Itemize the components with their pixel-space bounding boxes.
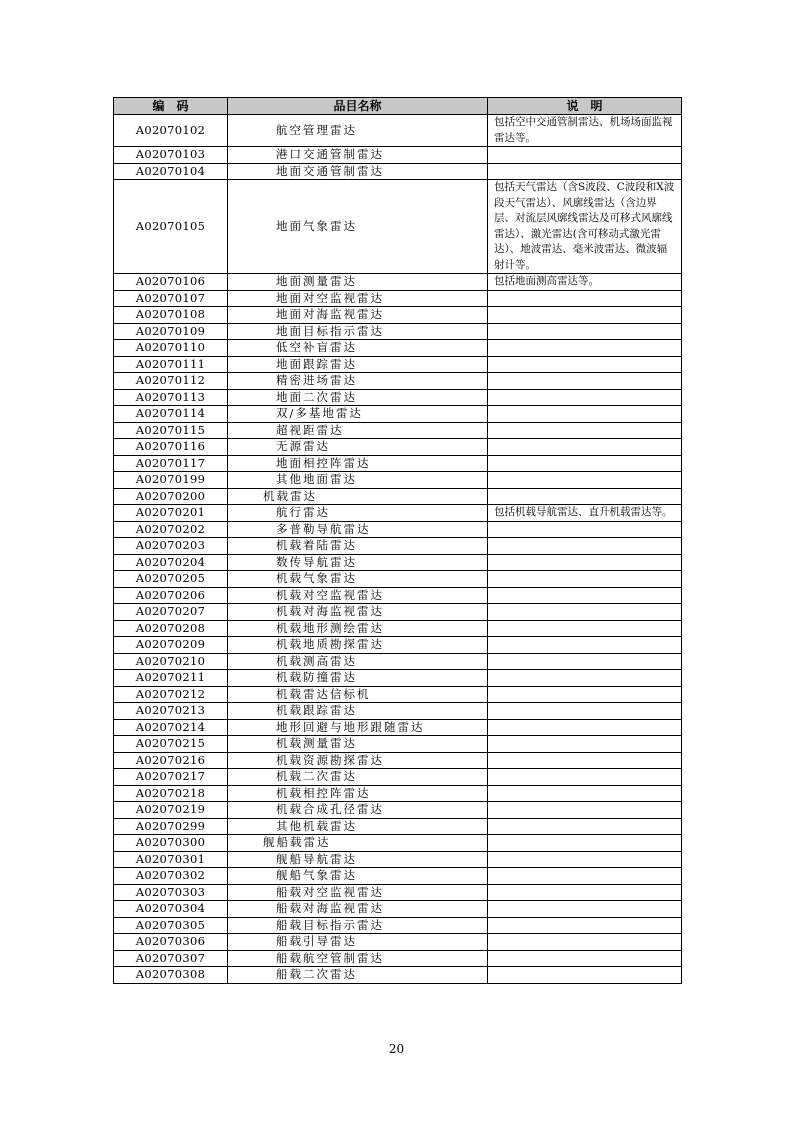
item-code: A02070200 bbox=[114, 488, 228, 505]
item-description: 包括机载导航雷达、直升机载雷达等。 bbox=[488, 505, 682, 522]
table-row bbox=[114, 455, 682, 472]
item-code: A02070302 bbox=[114, 868, 228, 885]
item-code: A02070308 bbox=[114, 967, 228, 984]
item-description bbox=[488, 554, 682, 571]
item-code: A02070109 bbox=[114, 323, 228, 340]
item-description bbox=[488, 587, 682, 604]
item-name: 机载二次雷达 bbox=[228, 769, 488, 786]
table-row bbox=[114, 917, 682, 934]
item-code: A02070104 bbox=[114, 163, 228, 180]
item-name: 机载合成孔径雷达 bbox=[228, 802, 488, 819]
item-code: A02070201 bbox=[114, 505, 228, 522]
table-body bbox=[114, 115, 682, 984]
item-description bbox=[488, 389, 682, 406]
table-row bbox=[114, 620, 682, 637]
item-description bbox=[488, 835, 682, 852]
table-row bbox=[114, 637, 682, 654]
item-code: A02070112 bbox=[114, 373, 228, 390]
header-description: 说 明 bbox=[488, 98, 682, 115]
item-code: A02070205 bbox=[114, 571, 228, 588]
table-row bbox=[114, 340, 682, 357]
table-row bbox=[114, 147, 682, 164]
page-number: 20 bbox=[388, 1042, 405, 1056]
item-name: 地面目标指示雷达 bbox=[228, 323, 488, 340]
table-row bbox=[114, 505, 682, 522]
item-name: 低空补盲雷达 bbox=[228, 340, 488, 357]
item-code: A02070301 bbox=[114, 851, 228, 868]
item-code: A02070117 bbox=[114, 455, 228, 472]
item-description bbox=[488, 917, 682, 934]
item-name: 机载气象雷达 bbox=[228, 571, 488, 588]
item-name: 地面跟踪雷达 bbox=[228, 356, 488, 373]
item-code: A02070202 bbox=[114, 521, 228, 538]
table-row bbox=[114, 587, 682, 604]
table-row bbox=[114, 967, 682, 984]
table-row bbox=[114, 604, 682, 621]
item-name: 船载目标指示雷达 bbox=[228, 917, 488, 934]
item-name: 精密进场雷达 bbox=[228, 373, 488, 390]
table-row bbox=[114, 180, 682, 274]
item-code: A02070106 bbox=[114, 274, 228, 291]
item-description: 包括空中交通管制雷达、机场场面监视雷达等。 bbox=[488, 115, 682, 147]
item-name: 地面对空监视雷达 bbox=[228, 290, 488, 307]
table-row bbox=[114, 356, 682, 373]
item-description bbox=[488, 406, 682, 423]
table-row bbox=[114, 488, 682, 505]
item-description bbox=[488, 323, 682, 340]
item-name: 机载对空监视雷达 bbox=[228, 587, 488, 604]
item-name: 机载对海监视雷达 bbox=[228, 604, 488, 621]
item-description bbox=[488, 868, 682, 885]
item-code: A02070219 bbox=[114, 802, 228, 819]
table-row bbox=[114, 703, 682, 720]
item-description bbox=[488, 307, 682, 324]
item-description bbox=[488, 571, 682, 588]
item-description bbox=[488, 901, 682, 918]
item-description bbox=[488, 950, 682, 967]
item-description bbox=[488, 290, 682, 307]
item-name: 机载测量雷达 bbox=[228, 736, 488, 753]
table-row bbox=[114, 323, 682, 340]
item-name: 机载跟踪雷达 bbox=[228, 703, 488, 720]
item-name: 无源雷达 bbox=[228, 439, 488, 456]
item-description bbox=[488, 472, 682, 489]
item-code: A02070105 bbox=[114, 180, 228, 274]
item-code: A02070304 bbox=[114, 901, 228, 918]
item-code: A02070103 bbox=[114, 147, 228, 164]
item-description bbox=[488, 884, 682, 901]
item-code: A02070207 bbox=[114, 604, 228, 621]
item-name: 机载防撞雷达 bbox=[228, 670, 488, 687]
item-name: 多普勒导航雷达 bbox=[228, 521, 488, 538]
item-description bbox=[488, 455, 682, 472]
item-name: 机载着陆雷达 bbox=[228, 538, 488, 555]
item-name: 船载对空监视雷达 bbox=[228, 884, 488, 901]
item-code: A02070307 bbox=[114, 950, 228, 967]
table-row bbox=[114, 389, 682, 406]
item-code: A02070215 bbox=[114, 736, 228, 753]
item-code: A02070199 bbox=[114, 472, 228, 489]
item-description bbox=[488, 818, 682, 835]
item-description bbox=[488, 521, 682, 538]
table-row bbox=[114, 422, 682, 439]
item-name: 地面二次雷达 bbox=[228, 389, 488, 406]
catalog-table bbox=[113, 97, 682, 984]
table-row bbox=[114, 950, 682, 967]
item-code: A02070217 bbox=[114, 769, 228, 786]
item-name: 其他地面雷达 bbox=[228, 472, 488, 489]
item-description bbox=[488, 686, 682, 703]
table-header bbox=[114, 98, 682, 115]
item-description bbox=[488, 736, 682, 753]
item-description bbox=[488, 785, 682, 802]
item-name: 船载对海监视雷达 bbox=[228, 901, 488, 918]
item-name: 航空管理雷达 bbox=[228, 115, 488, 147]
table-row bbox=[114, 290, 682, 307]
item-code: A02070303 bbox=[114, 884, 228, 901]
table-row bbox=[114, 769, 682, 786]
item-name: 双/多基地雷达 bbox=[228, 406, 488, 423]
item-description: 包括地面测高雷达等。 bbox=[488, 274, 682, 291]
item-description bbox=[488, 604, 682, 621]
table-row bbox=[114, 736, 682, 753]
item-code: A02070209 bbox=[114, 637, 228, 654]
item-code: A02070115 bbox=[114, 422, 228, 439]
table-row bbox=[114, 719, 682, 736]
item-description bbox=[488, 967, 682, 984]
table-row bbox=[114, 670, 682, 687]
item-description bbox=[488, 752, 682, 769]
item-code: A02070111 bbox=[114, 356, 228, 373]
item-name: 机载资源勘探雷达 bbox=[228, 752, 488, 769]
item-description bbox=[488, 653, 682, 670]
item-description bbox=[488, 802, 682, 819]
item-code: A02070212 bbox=[114, 686, 228, 703]
item-name: 地面测量雷达 bbox=[228, 274, 488, 291]
item-description bbox=[488, 637, 682, 654]
item-description bbox=[488, 488, 682, 505]
item-code: A02070113 bbox=[114, 389, 228, 406]
table-row bbox=[114, 818, 682, 835]
item-code: A02070211 bbox=[114, 670, 228, 687]
item-name: 港口交通管制雷达 bbox=[228, 147, 488, 164]
table-row bbox=[114, 554, 682, 571]
table-row bbox=[114, 274, 682, 291]
item-code: A02070216 bbox=[114, 752, 228, 769]
item-description bbox=[488, 356, 682, 373]
item-name: 地面对海监视雷达 bbox=[228, 307, 488, 324]
table-row bbox=[114, 163, 682, 180]
table-row bbox=[114, 934, 682, 951]
item-code: A02070210 bbox=[114, 653, 228, 670]
header-row bbox=[114, 98, 682, 115]
table-row bbox=[114, 901, 682, 918]
item-description bbox=[488, 620, 682, 637]
item-name: 地形回避与地形跟随雷达 bbox=[228, 719, 488, 736]
item-name: 数传导航雷达 bbox=[228, 554, 488, 571]
item-description bbox=[488, 851, 682, 868]
header-code: 编 码 bbox=[114, 98, 228, 115]
item-description bbox=[488, 340, 682, 357]
item-name: 地面交通管制雷达 bbox=[228, 163, 488, 180]
table-row bbox=[114, 802, 682, 819]
table-row bbox=[114, 373, 682, 390]
item-code: A02070306 bbox=[114, 934, 228, 951]
table-row bbox=[114, 439, 682, 456]
table-row bbox=[114, 307, 682, 324]
item-name: 机载测高雷达 bbox=[228, 653, 488, 670]
header-item-name: 品目名称 bbox=[228, 98, 488, 115]
item-code: A02070299 bbox=[114, 818, 228, 835]
item-code: A02070214 bbox=[114, 719, 228, 736]
item-code: A02070218 bbox=[114, 785, 228, 802]
item-code: A02070305 bbox=[114, 917, 228, 934]
item-code: A02070110 bbox=[114, 340, 228, 357]
item-code: A02070108 bbox=[114, 307, 228, 324]
item-description bbox=[488, 373, 682, 390]
item-description bbox=[488, 163, 682, 180]
table-row bbox=[114, 538, 682, 555]
table-row bbox=[114, 851, 682, 868]
item-name: 地面相控阵雷达 bbox=[228, 455, 488, 472]
item-description bbox=[488, 147, 682, 164]
item-name: 超视距雷达 bbox=[228, 422, 488, 439]
item-description bbox=[488, 719, 682, 736]
item-name: 船载航空管制雷达 bbox=[228, 950, 488, 967]
item-code: A02070208 bbox=[114, 620, 228, 637]
item-name: 舰船导航雷达 bbox=[228, 851, 488, 868]
table-row bbox=[114, 752, 682, 769]
table-row bbox=[114, 571, 682, 588]
table-row bbox=[114, 785, 682, 802]
item-description: 包括天气雷达（含S波段、C波段和X波段天气雷达）、风廓线雷达（含边界层、对流层风廓线雷达及可移式风廓线雷达）、激光雷达(含可移动式激光雷达）、地波雷达、毫米波雷达、微波辐射计等。 bbox=[488, 180, 682, 274]
item-name: 航行雷达 bbox=[228, 505, 488, 522]
table-row bbox=[114, 521, 682, 538]
item-name: 地面气象雷达 bbox=[228, 180, 488, 274]
item-code: A02070114 bbox=[114, 406, 228, 423]
item-code: A02070107 bbox=[114, 290, 228, 307]
table-row bbox=[114, 406, 682, 423]
item-name: 舰船载雷达 bbox=[228, 835, 488, 852]
item-code: A02070116 bbox=[114, 439, 228, 456]
item-code: A02070300 bbox=[114, 835, 228, 852]
item-name: 机载地质勘探雷达 bbox=[228, 637, 488, 654]
item-name: 舰船气象雷达 bbox=[228, 868, 488, 885]
item-code: A02070213 bbox=[114, 703, 228, 720]
item-code: A02070204 bbox=[114, 554, 228, 571]
item-name: 机载雷达信标机 bbox=[228, 686, 488, 703]
table-row bbox=[114, 115, 682, 147]
item-description bbox=[488, 439, 682, 456]
table-row bbox=[114, 868, 682, 885]
item-code: A02070102 bbox=[114, 115, 228, 147]
table-row bbox=[114, 884, 682, 901]
item-name: 机载雷达 bbox=[228, 488, 488, 505]
item-name: 机载相控阵雷达 bbox=[228, 785, 488, 802]
item-description bbox=[488, 934, 682, 951]
item-name: 船载引导雷达 bbox=[228, 934, 488, 951]
item-description bbox=[488, 670, 682, 687]
table-row bbox=[114, 472, 682, 489]
table-row bbox=[114, 686, 682, 703]
table-row bbox=[114, 835, 682, 852]
item-description bbox=[488, 422, 682, 439]
item-description bbox=[488, 703, 682, 720]
item-name: 机载地形测绘雷达 bbox=[228, 620, 488, 637]
item-name: 其他机载雷达 bbox=[228, 818, 488, 835]
table-row bbox=[114, 653, 682, 670]
item-name: 船载二次雷达 bbox=[228, 967, 488, 984]
item-code: A02070206 bbox=[114, 587, 228, 604]
item-description bbox=[488, 769, 682, 786]
item-description bbox=[488, 538, 682, 555]
item-code: A02070203 bbox=[114, 538, 228, 555]
